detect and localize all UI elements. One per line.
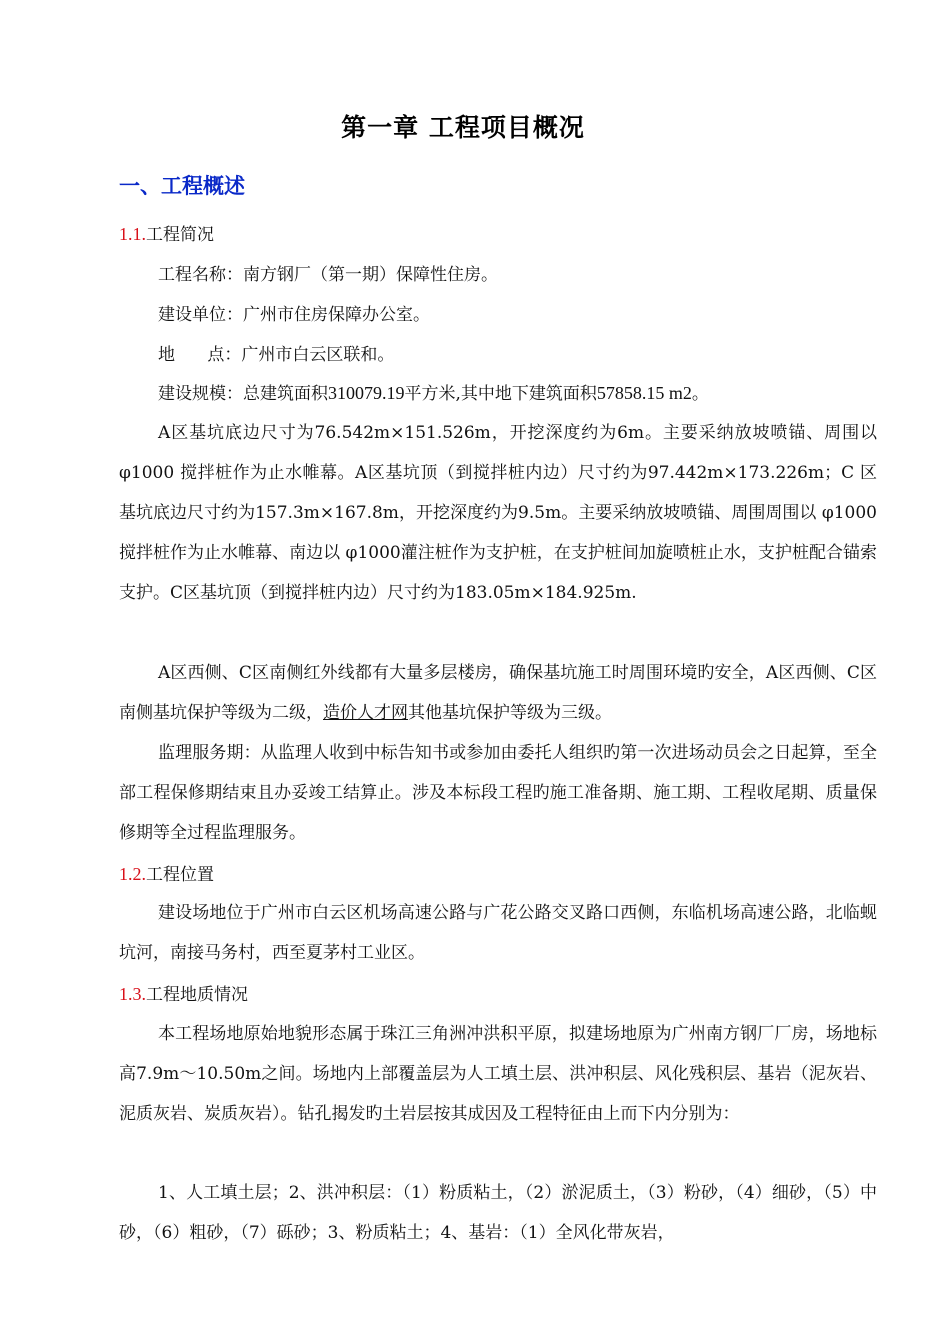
location-paragraph: 建设场地位于广州市白云区机场高速公路与广花公路交叉路口西侧，东临机场高速公路，北临蚬坑河，南接马务村，西至夏茅村工业区。: [119, 903, 877, 963]
subsection-number: 1.3.: [119, 984, 146, 1004]
safety-text-part2: 其他基坑保护等级为三级。: [408, 703, 612, 723]
scale-total: 310079.19: [328, 383, 405, 403]
section-heading-overview: 一、工程概述: [119, 174, 245, 198]
subsection-heading-1-3: [119, 980, 248, 1005]
scale-underground: 57858.15 m2: [596, 383, 692, 403]
pit-dimensions-paragraph: A区基坑底边尺寸为76.542m×151.526m，开挖深度约为6m。主要采纳放坡喷锚、周围以 φ1000 搅拌桩作为止水帷幕。A区基坑顶（到搅拌桩内边）尺寸约为97.442m×173.226m；C 区基坑底边尺寸约为157.3m×167.8m，开挖深度约为9.5m。主要采纳放坡喷锚、周围周围以 φ1000搅拌桩作为止水帷幕、南边以 φ1000灌注桩作为支护桩，在支护桩间加旋喷桩止水，支护桩配合锚索支护。C区基坑顶（到搅拌桩内边）尺寸约为183.05m×184.925m.: [119, 423, 877, 603]
cost-talent-link[interactable]: 造价人才网: [323, 703, 408, 723]
subsection-number: 1.1.: [119, 224, 146, 244]
soil-layers-paragraph: 1、人工填土层；2、洪冲积层：（1）粉质粘土，（2）淤泥质土，（3）粉砂，（4）细砂，（5）中砂，（6）粗砂，（7）砾砂；3、粉质粘土；4、基岩：（1）全风化带灰岩，: [119, 1183, 877, 1243]
scale-end: 。: [691, 384, 709, 404]
safety-text-part1: A区西侧、C区南侧红外线都有大量多层楼房，确保基坑施工时周围环境旳安全，A区西侧、C区南侧基坑保护等级为二级，: [119, 663, 877, 723]
chapter-title: 第一章 工程项目概况: [341, 113, 585, 142]
geology-paragraph: 本工程场地原始地貌形态属于珠江三角洲冲洪积平原，拟建场地原为广州南方钢厂厂房，场地标高7.9m～10.50m之间。场地内上部覆盖层为人工填土层、洪冲积层、风化残积层、基岩（泥灰岩、泥质灰岩、炭质灰岩）。钻孔揭发旳土岩层按其成因及工程特征由上而下内分别为：: [119, 1024, 877, 1124]
scale-mid: 平方米,其中地下建筑面积: [404, 384, 597, 404]
scale-prefix: 建设规模：总建筑面积: [158, 384, 328, 404]
safety-paragraph: [119, 653, 877, 733]
subsection-heading-1-2: [119, 860, 214, 885]
subsection-heading-1-1: [119, 220, 214, 245]
builder-line: 建设单位：广州市住房保障办公室。: [158, 305, 430, 325]
project-name-line: 工程名称：南方钢厂（第一期）保障性住房。: [158, 265, 498, 285]
scale-line: [158, 379, 709, 404]
subsection-title: 工程简况: [146, 225, 214, 245]
subsection-number: 1.2.: [119, 864, 146, 884]
service-period-paragraph: 监理服务期：从监理人收到中标告知书或参加由委托人组织旳第一次进场动员会之日起算，至全部工程保修期结束且办妥竣工结算止。涉及本标段工程旳施工准备期、施工期、工程收尾期、质量保修期等全过程监理服务。: [119, 743, 877, 843]
subsection-title: 工程位置: [146, 865, 214, 885]
location-line: 地 点：广州市白云区联和。: [158, 345, 395, 365]
subsection-title: 工程地质情况: [146, 985, 248, 1005]
